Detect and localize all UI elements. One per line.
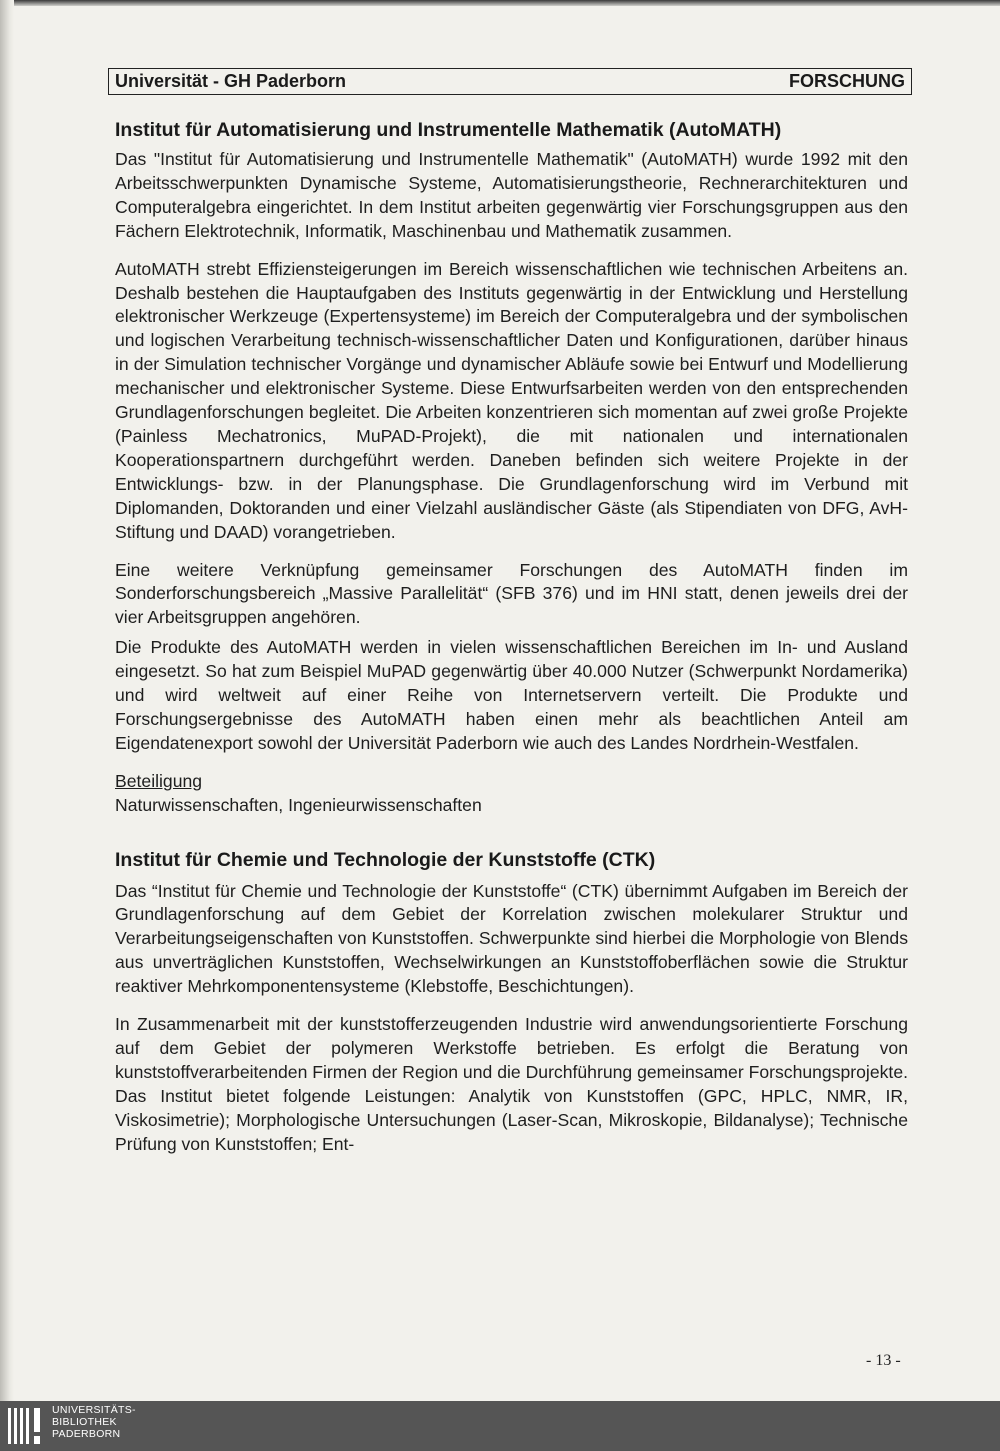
automath-heading: Institut für Automatisierung und Instrumentelle Mathematik (AutoMATH) xyxy=(115,119,782,141)
ctk-paragraph-2: In Zusammenarbeit mit der kunststofferzeugenden Industrie wird anwendungsorientierte Forschung auf dem Gebiet der polymeren Werkstoffe betrieben. Es erfolgt die Beratung von kunststoffverarbeitenden Firmen der Region und die Durchführung gemeinsamer Forschungsprojekte. Das Institut bietet folgende Leistungen: Analytik von Kunststoffen (GPC, HPLC, NMR, IR, Viskosimetrie); Morphologische Untersuchungen (Laser-Scan, Mikroskopie, Bildanalyse); Technische Prüfung von Kunststoffen; Ent- xyxy=(115,1014,908,1154)
library-logo-text xyxy=(52,1404,136,1440)
page-body xyxy=(115,118,908,1171)
logo-line-2: BIBLIOTHEK xyxy=(52,1416,117,1428)
logo-line-1: UNIVERSITÄTS- xyxy=(52,1404,136,1416)
header-section: FORSCHUNG xyxy=(789,71,905,91)
automath-paragraph-4: Die Produkte des AutoMATH werden in vielen wissenschaftlichen Bereichen im In- und Ausland eingesetzt. So hat zum Beispiel MuPAD gegenwärtig über 40.000 Nutzer (Schwerpunkt Nordamerika) und wird weltweit auf einer Reihe von Internetservern verteilt. Die Produkte und Forschungsergebnisse des AutoMATH haben einen mehr als beachtlichen Anteil am Eigendatenexport sowohl der Universität Paderborn wie auch des Landes Nordrhein-Westfalen. xyxy=(115,637,908,753)
logo-line-3: PADERBORN xyxy=(52,1428,121,1440)
header-university: Universität - GH Paderborn xyxy=(115,71,347,91)
ctk-heading: Institut für Chemie und Technologie der Kunststoffe (CTK) xyxy=(115,848,656,871)
library-footer-bar xyxy=(0,1401,1000,1451)
page-spine-shadow xyxy=(0,0,14,1401)
beteiligung-label: Beteiligung xyxy=(115,770,203,791)
automath-paragraph-1: Das "Institut für Automatisierung und Instrumentelle Mathematik" (AutoMATH) wurde 1992 mit den Arbeitsschwerpunkten Dynamische Systeme, Automatisierungstheorie, Rechnerarchitekturen und Computeralgebra eingerichtet. In dem Institut arbeiten gegenwärtig vier Forschungsgruppen aus den Fächern Elektrotechnik, Informatik, Maschinenbau und Mathematik zusammen. xyxy=(115,149,908,241)
running-header xyxy=(108,68,912,95)
ctk-paragraph-1: Das “Institut für Chemie und Technologie der Kunststoffe“ (CTK) übernimmt Aufgaben im Bereich der Grundlagenforschung auf dem Gebiet der Korrelation zwischen molekularer Struktur und Verarbeitungseigenschaften von Kunststoffen. Schwerpunkte sind hierbei die Morphologie von Blends aus unverträglichen Kunststoffen, Wechselwirkungen an Kunststoffoberflächen sowie die Struktur reaktiver Mehrkomponentensysteme (Klebstoffe, Beschichtungen). xyxy=(115,880,908,997)
beteiligung-text: Naturwissenschaften, Ingenieurwissenschaften xyxy=(115,794,482,815)
automath-paragraph-3: Eine weitere Verknüpfung gemeinsamer Forschungen des AutoMATH finden im Sonderforschungsbereich „Massive Parallelität“ (SFB 376) und im HNI statt, denen jeweils drei der vier Arbeitsgruppen angehören. xyxy=(115,559,908,628)
page-number: - 13 - xyxy=(866,1352,901,1369)
automath-paragraph-2: AutoMATH strebt Effiziensteigerungen im Bereich wissenschaftlichen wie technischen Arbeitens an. Deshalb bestehen die Hauptaufgaben des Instituts gegenwärtig in der Entwicklung und Herstellung elektronischer Werkzeuge (Expertensysteme) im Bereich der Computeralgebra und der symbolischen und logischen Verarbeitung technisch-wissenschaftlicher Daten und Konfigurationen, darüber hinaus in der Simulation technischer Vorgänge und dynamischer Abläufe sowie bei Entwurf und Modellierung mechanischer und elektronischer Systeme. Diese Entwurfsarbeiten werden von den entsprechenden Grundlagenforschungen begleitet. Die Arbeiten konzentrieren sich momentan auf zwei große Projekte (Painless Mechatronics, MuPAD-Projekt), die mit nationalen und internationalen Kooperationspartnern durchgeführt werden. Daneben befinden sich weitere Projekte in der Entwicklungs- bzw. in der Planungsphase. Die Grundlagenforschung wird im Verbund mit Diplomanden, Doktoranden und einer Vielzahl ausländischer Gäste (als Stipendiaten von DFG, AvH-Stiftung und DAAD) vorangetrieben. xyxy=(115,258,908,542)
library-logo-icon xyxy=(6,1404,44,1448)
